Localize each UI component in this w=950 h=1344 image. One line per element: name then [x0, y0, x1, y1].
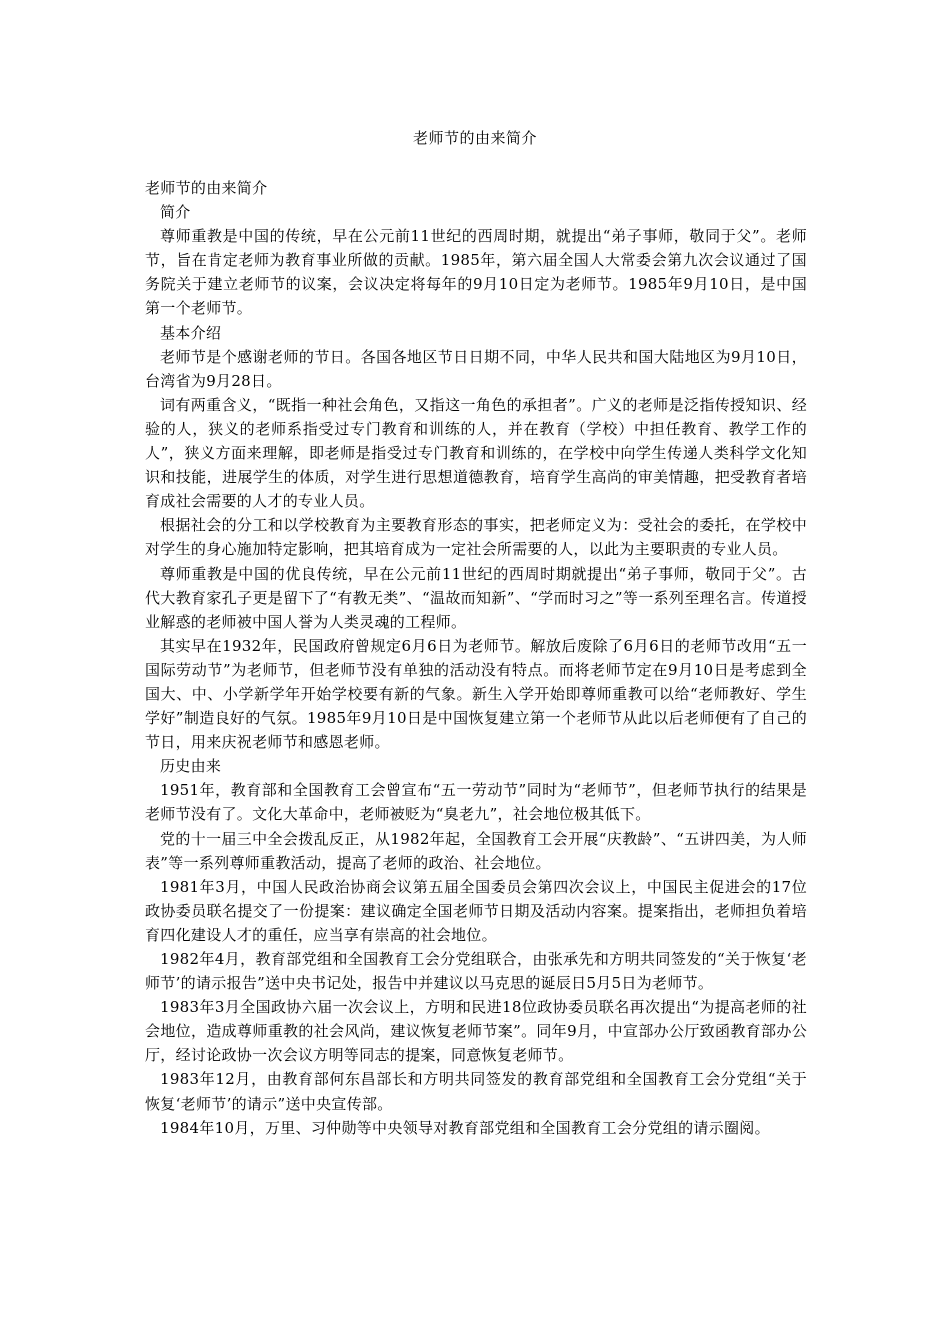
- paragraph: 1983年12月，由教育部何东昌部长和方明共同签发的教育部党组和全国教育工会分党组“关于恢复‘老师节’的请示”送中央宣传部。: [145, 1070, 807, 1113]
- paragraph: 根据社会的分工和以学校教育为主要教育形态的事实，把老师定义为：受社会的委托，在学校中对学生的身心施加特定影响，把其培育成为一定社会所需要的人，以此为主要职责的专业人员。: [145, 516, 807, 559]
- subsection-heading: 简介: [160, 203, 191, 222]
- subsection-heading: 历史由来: [160, 757, 222, 776]
- paragraph: 老师节是个感谢老师的节日。各国各地区节日日期不同，中华人民共和国大陆地区为9月10日，台湾省为9月28日。: [145, 347, 807, 390]
- section-heading: 老师节的由来简介: [145, 179, 268, 197]
- paragraph: 尊师重教是中国的传统，早在公元前11世纪的西周时期，就提出“弟子事师，敬同于父”。老师节，旨在肯定老师为教育事业所做的贡献。1985年，第六届全国人大常委会第九次会议通过了国务院关于建立老师节的议案，会议决定将每年的9月10日定为老师节。1985年9月10日，是中国第一个老师节。: [145, 227, 807, 318]
- subsection-heading: 基本介绍: [160, 323, 222, 342]
- page-title: 老师节的由来简介: [412, 129, 537, 147]
- paragraph: 1983年3月全国政协六届一次会议上，方明和民进18位政协委员联名再次提出“为提高老师的社会地位，造成尊师重教的社会风尚，建议恢复老师节案”。同年9月，中宣部办公厅致函教育部办公厅，经讨论政协一次会议方明等同志的提案，同意恢复老师节。: [145, 998, 807, 1065]
- paragraph: 尊师重教是中国的优良传统，早在公元前11世纪的西周时期就提出“弟子事师，敬同于父”。古代大教育家孔子更是留下了“有教无类”、“温故而知新”、“学而时习之”等一系列至理名言。传道授业解惑的老师被中国人誉为人类灵魂的工程师。: [145, 564, 807, 631]
- paragraph: 1982年4月，教育部党组和全国教育工会分党组联合，由张承先和方明共同签发的“关于恢复‘老师节’的请示报告”送中央书记处，报告中并建议以马克思的诞辰日5月5日为老师节。: [145, 950, 807, 993]
- paragraph: 其实早在1932年，民国政府曾规定6月6日为老师节。解放后废除了6月6日的老师节改用“五一国际劳动节”为老师节，但老师节没有单独的活动没有特点。而将老师节定在9月10日是考虑到全国大、中、小学新学年开始学校要有新的气象。新生入学开始即尊师重教可以给“老师教好、学生学好”制造良好的气氛。1985年9月10日是中国恢复建立第一个老师节从此以后老师便有了自己的节日，用来庆祝老师节和感恩老师。: [145, 636, 807, 752]
- paragraph: 1951年，教育部和全国教育工会曾宣布“五一劳动节”同时为“老师节”，但老师节执行的结果是老师节没有了。文化大革命中，老师被贬为“臭老九”，社会地位极其低下。: [145, 781, 807, 824]
- document-body: [145, 176, 807, 1140]
- paragraph: 词有两重含义，“既指一种社会角色，又指这一角色的承担者”。广义的老师是泛指传授知识、经验的人，狭义的老师系指受过专门教育和训练的人，并在教育（学校）中担任教育、教学工作的人”，狭义方面来理解，即老师是指受过专门教育和训练的，在学校中向学生传递人类科学文化知识和技能，进展学生的体质，对学生进行思想道德教育，培育学生高尚的审美情趣，把受教育者培育成社会需要的人才的专业人员。: [145, 395, 807, 511]
- paragraph: 党的十一届三中全会拨乱反正，从1982年起，全国教育工会开展“庆教龄”、“五讲四美，为人师表”等一系列尊师重教活动，提高了老师的政治、社会地位。: [145, 829, 807, 872]
- paragraph: 1981年3月，中国人民政治协商会议第五届全国委员会第四次会议上，中国民主促进会的17位政协委员联名提交了一份提案：建议确定全国老师节日期及活动内容案。提案指出，老师担负着培育四化建设人才的重任，应当享有崇高的社会地位。: [145, 877, 807, 944]
- paragraph: 1984年10月，万里、习仲勋等中央领导对教育部党组和全国教育工会分党组的请示圈阅。: [160, 1118, 770, 1137]
